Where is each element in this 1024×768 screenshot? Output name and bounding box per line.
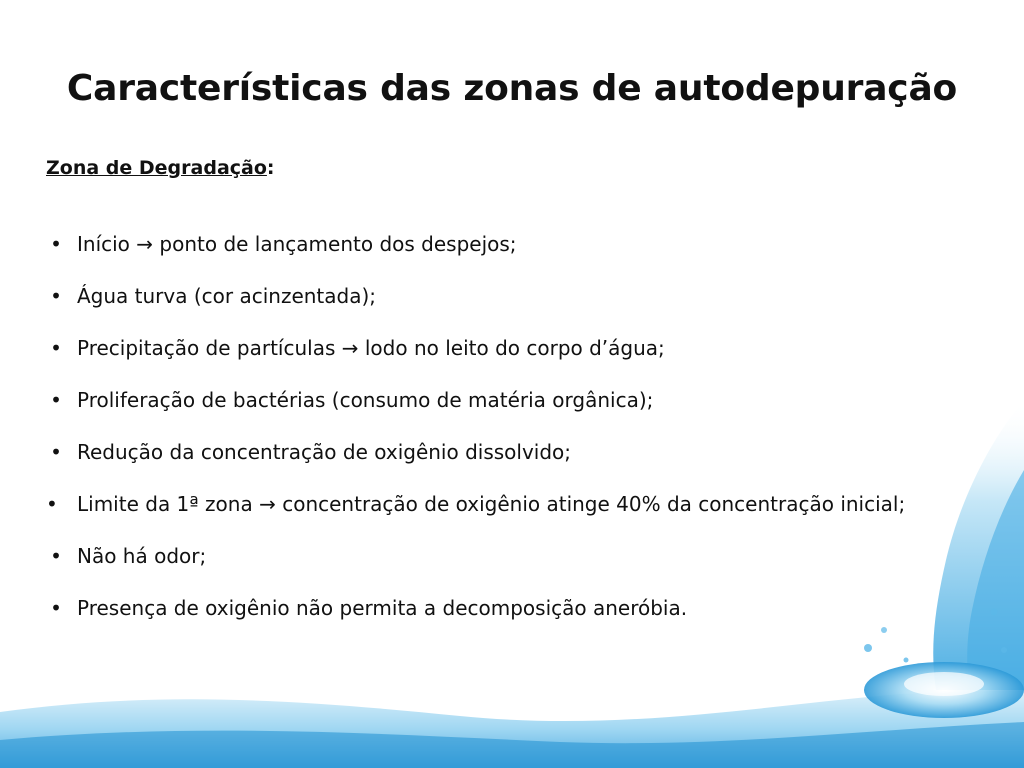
bullet-text-continuation: ponto de lançamento dos despejos; [153, 232, 517, 256]
bullet-dot: • [46, 492, 58, 516]
bullet-dot: • [50, 388, 62, 412]
bullet-item [46, 538, 986, 575]
bullet-dot: • [50, 596, 62, 620]
slide-title: Características das zonas de autodepuração [66, 68, 958, 109]
bullet-item [46, 486, 986, 523]
bullet-text: Precipitação de partículas [77, 336, 342, 360]
section-heading [46, 157, 275, 179]
bullet-dot: • [50, 284, 62, 308]
bullet-text: Não há odor; [77, 544, 207, 568]
arrow-icon: → [259, 492, 276, 516]
bullet-text-continuation: concentração de oxigênio atinge 40% da concentração inicial; [275, 492, 906, 516]
section-suffix: : [266, 157, 275, 179]
bullet-item [46, 278, 986, 315]
bullet-item [46, 330, 986, 367]
bullet-item [46, 434, 986, 471]
bullet-list [46, 226, 986, 642]
bullet-text: Redução da concentração de oxigênio dissolvido; [77, 440, 572, 464]
bullet-text: Presença de oxigênio não permita a decomposição aneróbia. [77, 596, 688, 620]
bullet-dot: • [50, 232, 62, 256]
arrow-icon: → [341, 336, 359, 360]
bullet-dot: • [50, 336, 62, 360]
section-label: Zona de Degradação [46, 157, 267, 179]
bullet-text-continuation: lodo no leito do corpo d’água; [358, 336, 665, 360]
bullet-text: Proliferação de bactérias (consumo de matéria orgânica); [77, 388, 654, 412]
arrow-icon: → [136, 232, 154, 256]
bullet-dot: • [50, 544, 62, 568]
bullet-text: Início [77, 232, 137, 256]
bullet-item [46, 382, 986, 419]
bullet-item [46, 590, 986, 627]
bullet-item [46, 226, 986, 263]
bullet-dot: • [50, 440, 62, 464]
bullet-text: Água turva (cor acinzentada); [77, 284, 377, 308]
bullet-text: Limite da 1ª zona [77, 492, 260, 516]
